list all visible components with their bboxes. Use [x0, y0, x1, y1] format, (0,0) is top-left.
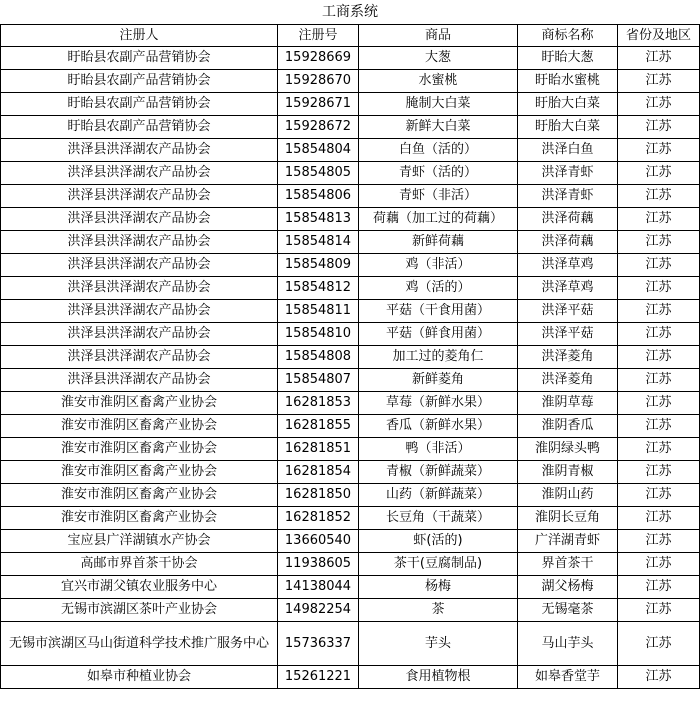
goods-cell: 平菇（干食用菌）	[359, 300, 518, 323]
province-cell: 江苏	[618, 47, 700, 70]
trademark-name-cell: 界首茶干	[518, 553, 618, 576]
trademark-name-cell: 淮阴香瓜	[518, 415, 618, 438]
province-cell: 江苏	[618, 162, 700, 185]
registration-number-cell: 15928669	[278, 47, 359, 70]
province-cell: 江苏	[618, 139, 700, 162]
province-cell: 江苏	[618, 392, 700, 415]
header-trademark-name: 商标名称	[518, 25, 618, 47]
trademark-name-cell: 无锡毫茶	[518, 599, 618, 622]
registration-number-cell: 16281855	[278, 415, 359, 438]
trademark-name-cell: 广洋湖青虾	[518, 530, 618, 553]
goods-cell: 白鱼（活的）	[359, 139, 518, 162]
province-cell: 江苏	[618, 438, 700, 461]
trademark-name-cell: 洪泽白鱼	[518, 139, 618, 162]
goods-cell: 新鲜荷藕	[359, 231, 518, 254]
registration-number-cell: 15854813	[278, 208, 359, 231]
registrant-cell: 洪泽县洪泽湖农产品协会	[1, 277, 278, 300]
table-row	[1, 346, 700, 369]
province-cell: 江苏	[618, 300, 700, 323]
goods-cell: 食用植物根	[359, 666, 518, 689]
registrant-cell: 淮安市淮阴区畜禽产业协会	[1, 438, 278, 461]
goods-cell: 鸡（活的）	[359, 277, 518, 300]
goods-cell: 青虾（活的）	[359, 162, 518, 185]
goods-cell: 茶干(豆腐制品)	[359, 553, 518, 576]
registrant-cell: 洪泽县洪泽湖农产品协会	[1, 162, 278, 185]
header-goods: 商品	[359, 25, 518, 47]
goods-cell: 大葱	[359, 47, 518, 70]
trademark-name-cell: 洪泽草鸡	[518, 254, 618, 277]
registrant-cell: 洪泽县洪泽湖农产品协会	[1, 346, 278, 369]
header-province: 省份及地区	[618, 25, 700, 47]
trademark-name-cell: 洪泽荷藕	[518, 208, 618, 231]
goods-cell: 山药（新鲜蔬菜）	[359, 484, 518, 507]
table-row	[1, 208, 700, 231]
registration-number-cell: 15854812	[278, 277, 359, 300]
registrant-cell: 淮安市淮阴区畜禽产业协会	[1, 392, 278, 415]
header-row	[1, 25, 700, 47]
registrant-cell: 宜兴市湖父镇农业服务中心	[1, 576, 278, 599]
registration-number-cell: 16281854	[278, 461, 359, 484]
table-row	[1, 116, 700, 139]
registration-number-cell: 15854809	[278, 254, 359, 277]
registrant-cell: 洪泽县洪泽湖农产品协会	[1, 139, 278, 162]
registration-number-cell: 15928670	[278, 70, 359, 93]
registrant-cell: 淮安市淮阴区畜禽产业协会	[1, 507, 278, 530]
trademark-name-cell: 盱眙水蜜桃	[518, 70, 618, 93]
trademark-name-cell: 淮阴绿头鸭	[518, 438, 618, 461]
province-cell: 江苏	[618, 415, 700, 438]
registrant-cell: 无锡市滨湖区马山街道科学技术推广服务中心	[1, 622, 278, 666]
registration-number-cell: 14982254	[278, 599, 359, 622]
table-row	[1, 277, 700, 300]
province-cell: 江苏	[618, 666, 700, 689]
province-cell: 江苏	[618, 93, 700, 116]
table-row	[1, 666, 700, 689]
registration-number-cell: 13660540	[278, 530, 359, 553]
province-cell: 江苏	[618, 599, 700, 622]
registration-number-cell: 16281850	[278, 484, 359, 507]
goods-cell: 鸡（非活）	[359, 254, 518, 277]
registration-number-cell: 15854807	[278, 369, 359, 392]
table-row	[1, 415, 700, 438]
registrant-cell: 洪泽县洪泽湖农产品协会	[1, 254, 278, 277]
trademark-name-cell: 马山芋头	[518, 622, 618, 666]
trademark-name-cell: 盱胎大白菜	[518, 116, 618, 139]
registrant-cell: 如皋市种植业协会	[1, 666, 278, 689]
table-body	[1, 47, 700, 689]
trademark-name-cell: 洪泽平菇	[518, 300, 618, 323]
trademark-name-cell: 盱眙大葱	[518, 47, 618, 70]
table-row	[1, 599, 700, 622]
goods-cell: 水蜜桃	[359, 70, 518, 93]
table-row	[1, 369, 700, 392]
trademark-name-cell: 淮阴草莓	[518, 392, 618, 415]
trademark-name-cell: 湖父杨梅	[518, 576, 618, 599]
trademark-name-cell: 如皋香堂芋	[518, 666, 618, 689]
table-row	[1, 622, 700, 666]
goods-cell: 荷藕（加工过的荷藕）	[359, 208, 518, 231]
table-row	[1, 93, 700, 116]
goods-cell: 青椒（新鲜蔬菜）	[359, 461, 518, 484]
province-cell: 江苏	[618, 530, 700, 553]
goods-cell: 茶	[359, 599, 518, 622]
registrant-cell: 洪泽县洪泽湖农产品协会	[1, 300, 278, 323]
province-cell: 江苏	[618, 553, 700, 576]
registration-number-cell: 15854805	[278, 162, 359, 185]
goods-cell: 芋头	[359, 622, 518, 666]
goods-cell: 草莓（新鲜水果）	[359, 392, 518, 415]
goods-cell: 香瓜（新鲜水果）	[359, 415, 518, 438]
goods-cell: 青虾（非活）	[359, 185, 518, 208]
registration-number-cell: 15854806	[278, 185, 359, 208]
registration-number-cell: 15854804	[278, 139, 359, 162]
registrant-cell: 洪泽县洪泽湖农产品协会	[1, 185, 278, 208]
trademark-name-cell: 盱胎大白菜	[518, 93, 618, 116]
registrant-cell: 盱眙县农副产品营销协会	[1, 70, 278, 93]
trademark-name-cell: 洪泽青虾	[518, 162, 618, 185]
trademark-name-cell: 淮阴青椒	[518, 461, 618, 484]
registration-number-cell: 16281853	[278, 392, 359, 415]
province-cell: 江苏	[618, 254, 700, 277]
registrant-cell: 无锡市滨湖区茶叶产业协会	[1, 599, 278, 622]
registrant-cell: 洪泽县洪泽湖农产品协会	[1, 208, 278, 231]
trademark-name-cell: 洪泽平菇	[518, 323, 618, 346]
registrant-cell: 盱眙县农副产品营销协会	[1, 116, 278, 139]
trademark-name-cell: 淮阴长豆角	[518, 507, 618, 530]
registrant-cell: 洪泽县洪泽湖农产品协会	[1, 323, 278, 346]
registrant-cell: 盱眙县农副产品营销协会	[1, 93, 278, 116]
table-row	[1, 185, 700, 208]
registrant-cell: 淮安市淮阴区畜禽产业协会	[1, 484, 278, 507]
registration-number-cell: 15928671	[278, 93, 359, 116]
registration-number-cell: 15854808	[278, 346, 359, 369]
trademark-name-cell: 洪泽青虾	[518, 185, 618, 208]
goods-cell: 平菇（鲜食用菌）	[359, 323, 518, 346]
province-cell: 江苏	[618, 484, 700, 507]
table-row	[1, 484, 700, 507]
registration-number-cell: 15261221	[278, 666, 359, 689]
table-row	[1, 323, 700, 346]
registration-number-cell: 16281851	[278, 438, 359, 461]
province-cell: 江苏	[618, 346, 700, 369]
province-cell: 江苏	[618, 576, 700, 599]
registration-number-cell: 15736337	[278, 622, 359, 666]
table-row	[1, 553, 700, 576]
table-row	[1, 461, 700, 484]
registrant-cell: 洪泽县洪泽湖农产品协会	[1, 369, 278, 392]
table-title: 工商系统	[322, 4, 378, 20]
registration-number-cell: 15928672	[278, 116, 359, 139]
registration-number-cell: 15854811	[278, 300, 359, 323]
table-row	[1, 576, 700, 599]
province-cell: 江苏	[618, 70, 700, 93]
trademark-name-cell: 洪泽菱角	[518, 369, 618, 392]
province-cell: 江苏	[618, 622, 700, 666]
header-registrant: 注册人	[1, 25, 278, 47]
registrant-cell: 洪泽县洪泽湖农产品协会	[1, 231, 278, 254]
registration-number-cell: 15854810	[278, 323, 359, 346]
goods-cell: 虾(活的)	[359, 530, 518, 553]
goods-cell: 加工过的菱角仁	[359, 346, 518, 369]
table-row	[1, 530, 700, 553]
province-cell: 江苏	[618, 116, 700, 139]
province-cell: 江苏	[618, 461, 700, 484]
registration-number-cell: 16281852	[278, 507, 359, 530]
table-row	[1, 47, 700, 70]
province-cell: 江苏	[618, 185, 700, 208]
table-row	[1, 162, 700, 185]
registrant-cell: 淮安市淮阴区畜禽产业协会	[1, 415, 278, 438]
table-row	[1, 438, 700, 461]
table-row	[1, 300, 700, 323]
registrant-cell: 淮安市淮阴区畜禽产业协会	[1, 461, 278, 484]
goods-cell: 长豆角（干蔬菜）	[359, 507, 518, 530]
trademark-name-cell: 洪泽菱角	[518, 346, 618, 369]
table-row	[1, 70, 700, 93]
table-row	[1, 392, 700, 415]
province-cell: 江苏	[618, 323, 700, 346]
registrant-cell: 盱眙县农副产品营销协会	[1, 47, 278, 70]
registration-number-cell: 14138044	[278, 576, 359, 599]
trademark-table	[0, 24, 700, 689]
trademark-name-cell: 洪泽草鸡	[518, 277, 618, 300]
province-cell: 江苏	[618, 277, 700, 300]
table-row	[1, 231, 700, 254]
province-cell: 江苏	[618, 208, 700, 231]
goods-cell: 新鲜大白菜	[359, 116, 518, 139]
province-cell: 江苏	[618, 231, 700, 254]
registration-number-cell: 15854814	[278, 231, 359, 254]
trademark-name-cell: 淮阴山药	[518, 484, 618, 507]
table-row	[1, 507, 700, 530]
province-cell: 江苏	[618, 369, 700, 392]
registration-number-cell: 11938605	[278, 553, 359, 576]
table-row	[1, 254, 700, 277]
trademark-name-cell: 洪泽荷藕	[518, 231, 618, 254]
table-row	[1, 139, 700, 162]
header-registration-number: 注册号	[278, 25, 359, 47]
goods-cell: 新鲜菱角	[359, 369, 518, 392]
province-cell: 江苏	[618, 507, 700, 530]
goods-cell: 杨梅	[359, 576, 518, 599]
registrant-cell: 高邮市界首茶干协会	[1, 553, 278, 576]
goods-cell: 腌制大白菜	[359, 93, 518, 116]
registrant-cell: 宝应县广洋湖镇水产协会	[1, 530, 278, 553]
goods-cell: 鸭（非活）	[359, 438, 518, 461]
